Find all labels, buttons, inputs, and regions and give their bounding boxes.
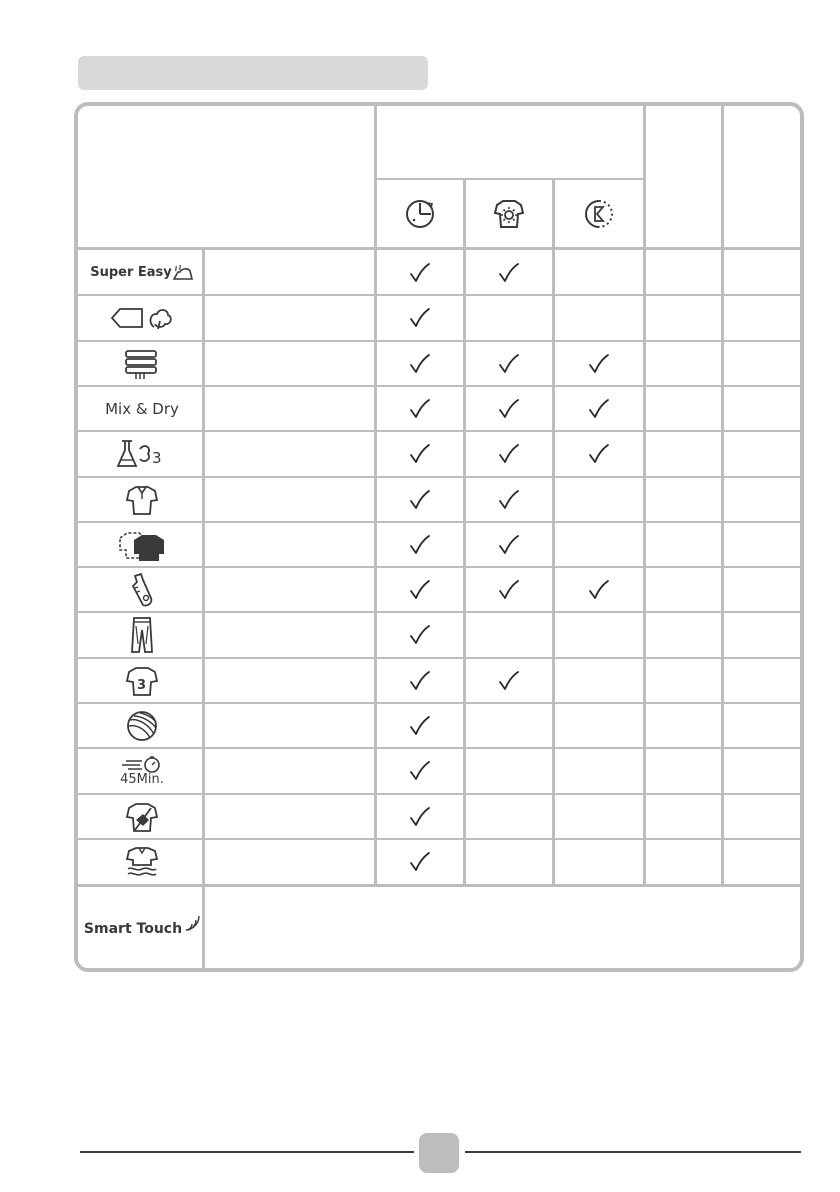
program-icon-cell — [78, 748, 206, 793]
shirt-number-icon — [123, 664, 161, 698]
program-icon-cell — [78, 250, 206, 295]
wifi-signal-icon — [184, 914, 200, 932]
program-icon-cell — [78, 341, 206, 386]
wool-ball-icon — [124, 708, 160, 744]
program-icon-cell — [78, 567, 206, 612]
check-icon — [377, 522, 463, 567]
program-icon-cell — [78, 386, 206, 431]
check-icon — [377, 612, 463, 657]
check-icon — [466, 431, 552, 476]
footer-line-right — [465, 1151, 801, 1153]
check-icon — [377, 703, 463, 748]
towels-stack-icon — [122, 347, 162, 381]
col-divider-d — [721, 106, 724, 886]
check-icon — [377, 477, 463, 522]
svg-text:3: 3 — [137, 677, 147, 693]
polo-shirt-icon — [123, 483, 161, 517]
program-icon-cell — [78, 658, 206, 703]
check-icon — [466, 522, 552, 567]
program-icon-cell — [78, 794, 206, 839]
check-icon — [377, 794, 463, 839]
check-icon — [377, 341, 463, 386]
footer-line-left — [80, 1151, 414, 1153]
check-icon — [555, 567, 643, 612]
check-icon — [377, 748, 463, 793]
check-icon — [466, 477, 552, 522]
program-icon-cell — [78, 431, 206, 476]
col-divider-b — [552, 178, 555, 886]
shirt-waves-icon — [122, 845, 162, 879]
check-icon — [377, 295, 463, 340]
page-number-badge — [419, 1133, 459, 1173]
check-icon — [377, 431, 463, 476]
program-icon-cell — [78, 703, 206, 748]
check-icon — [377, 658, 463, 703]
svg-text:3: 3 — [152, 448, 162, 467]
baby-bottle-icon — [127, 572, 157, 608]
rapid-45-icon — [120, 755, 164, 786]
cotton-label-icon — [110, 305, 174, 331]
check-icon — [466, 658, 552, 703]
flask-butterfly-icon — [114, 437, 170, 471]
mix-and-dry-icon — [105, 400, 179, 418]
check-icon — [377, 250, 463, 295]
program-icon-cell — [78, 612, 206, 657]
check-icon — [377, 386, 463, 431]
check-icon — [555, 386, 643, 431]
col-divider-c — [643, 106, 646, 886]
shirt-sun-icon — [466, 182, 552, 246]
program-icon-cell — [78, 839, 206, 884]
check-icon — [466, 386, 552, 431]
program-icon-cell — [78, 522, 206, 567]
timer-icon — [377, 182, 463, 246]
super-easy-label: Super Easy — [90, 265, 172, 280]
header-subdivider — [374, 178, 644, 180]
section-title-bar — [78, 56, 428, 90]
smart-touch-cell — [78, 887, 206, 970]
mix-and-dry-label: Mix & Dry — [105, 399, 179, 418]
check-icon — [466, 567, 552, 612]
smart-touch-label: Smart Touch — [83, 920, 183, 937]
check-icon — [466, 250, 552, 295]
check-icon — [377, 567, 463, 612]
dark-shirts-icon — [116, 528, 168, 562]
check-icon — [555, 341, 643, 386]
delay-timer-icon — [555, 182, 643, 246]
program-icon-cell — [78, 295, 206, 340]
check-icon — [555, 431, 643, 476]
rapid-45-label: 45Min. — [120, 772, 164, 787]
synthetic-shirt-icon — [123, 800, 161, 834]
check-icon — [466, 341, 552, 386]
program-table — [74, 102, 804, 972]
check-icon — [377, 839, 463, 884]
program-icon-cell — [78, 477, 206, 522]
super-easy-iron-icon — [90, 264, 194, 282]
jeans-icon — [128, 616, 156, 654]
